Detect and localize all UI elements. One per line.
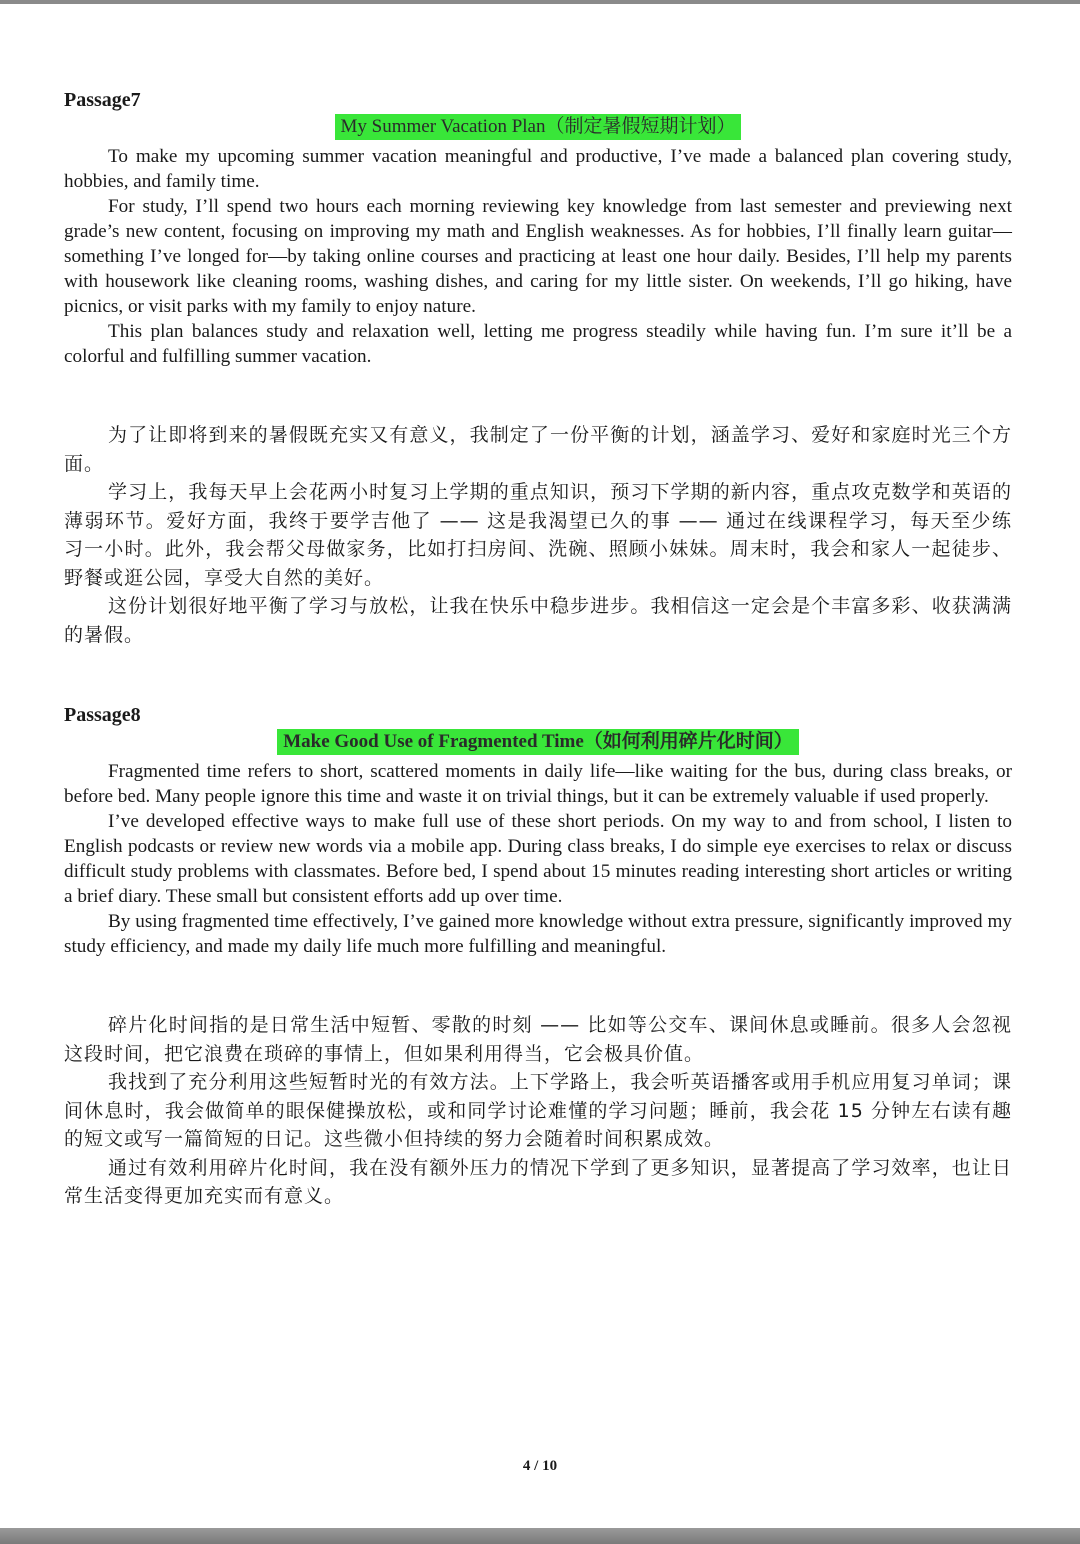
document-page: [64, 86, 1012, 1211]
passage-7-cn-para-2: 学习上，我每天早上会花两小时复习上学期的重点知识，预习下学期的新内容，重点攻克数学和英语的薄弱环节。爱好方面，我终于要学吉他了 —— 这是我渴望已久的事 —— 通过在线课程学习，每天至少练习一小时。此外，我会帮父母做家务，比如打扫房间、洗碗、照顾小妹妹。周末时，我会和家人一起徒步、野餐或逛公园，享受大自然的美好。: [64, 481, 1012, 589]
spacer: [64, 369, 1012, 421]
passage-7-en-para-2: For study, I’ll spend two hours each morning reviewing key knowledge from last semester and previewing next grade’s new content, focusing on improving my math and English weaknesses. As for hobbies, I’ll finally learn guitar—something I’ve longed for—by taking online courses and practicing at least one hour daily. Besides, I’ll help my parents with housework like cleaning rooms, washing dishes, and caring for my little sister. On weekends, I’ll go hiking, have picnics, or visit parks with my family to enjoy nature.: [64, 196, 1012, 317]
passage-7-en-para-1: To make my upcoming summer vacation meaningful and productive, I’ve made a balanced plan covering study, hobbies, and family time.: [64, 146, 1012, 192]
passage-7-label: Passage7: [64, 89, 141, 111]
passage-8-cn-para-3: 通过有效利用碎片化时间，我在没有额外压力的情况下学到了更多知识，显著提高了学习效率，也让日常生活变得更加充实而有意义。: [64, 1156, 1012, 1207]
passage-7-en-para-3: This plan balances study and relaxation well, letting me progress steadily while having fun. I’m sure it’ll be a colorful and fulfilling summer vacation.: [64, 321, 1012, 367]
passage-7-title: My Summer Vacation Plan（制定暑假短期计划）: [335, 114, 742, 140]
passage-7-cn-para-1: 为了让即将到来的暑假既充实又有意义，我制定了一份平衡的计划，涵盖学习、爱好和家庭时光三个方面。: [64, 424, 1012, 475]
passage-7-title-wrap: [64, 114, 1012, 142]
passage-8-en-para-1: Fragmented time refers to short, scattered moments in daily life—like waiting for the bus, during class breaks, or before bed. Many people ignore this time and waste it on trivial things, but it can be extremely valuable if used properly.: [64, 761, 1012, 807]
bottom-edge: [0, 1528, 1080, 1544]
passage-8-title: Make Good Use of Fragmented Time（如何利用碎片化时间）: [277, 729, 799, 755]
passage-8-en-para-2: I’ve developed effective ways to make full use of these short periods. On my way to and from school, I listen to English podcasts or review new words via a mobile app. During class breaks, I do simple eye exercises to relax or discuss difficult study problems with classmates. Before bed, I spend about 15 minutes reading interesting short articles or writing a brief diary. These small but consistent efforts add up over time.: [64, 811, 1012, 907]
passage-7: [64, 86, 1012, 649]
top-edge: [0, 0, 1080, 4]
spacer: [64, 649, 1012, 701]
passage-8-label: Passage8: [64, 704, 141, 726]
passage-8: [64, 701, 1012, 1211]
passage-8-en-para-3: By using fragmented time effectively, I’ve gained more knowledge without extra pressure, significantly improved my study efficiency, and made my daily life much more fulfilling and meaningful.: [64, 911, 1012, 957]
spacer: [64, 959, 1012, 1011]
passage-8-title-wrap: [64, 729, 1012, 757]
passage-8-cn-para-1: 碎片化时间指的是日常生活中短暂、零散的时刻 —— 比如等公交车、课间休息或睡前。很多人会忽视这段时间，把它浪费在琐碎的事情上，但如果利用得当，它会极具价值。: [64, 1014, 1012, 1065]
passage-8-cn-para-2: 我找到了充分利用这些短暂时光的有效方法。上下学路上，我会听英语播客或用手机应用复习单词；课间休息时，我会做简单的眼保健操放松，或和同学讨论难懂的学习问题；睡前，我会花 15 分钟左右读有趣的短文或写一篇简短的日记。这些微小但持续的努力会随着时间积累成效。: [64, 1071, 1012, 1150]
page-number: 4 / 10: [522, 1458, 558, 1474]
passage-7-cn-para-3: 这份计划很好地平衡了学习与放松，让我在快乐中稳步进步。我相信这一定会是个丰富多彩、收获满满的暑假。: [64, 595, 1012, 646]
